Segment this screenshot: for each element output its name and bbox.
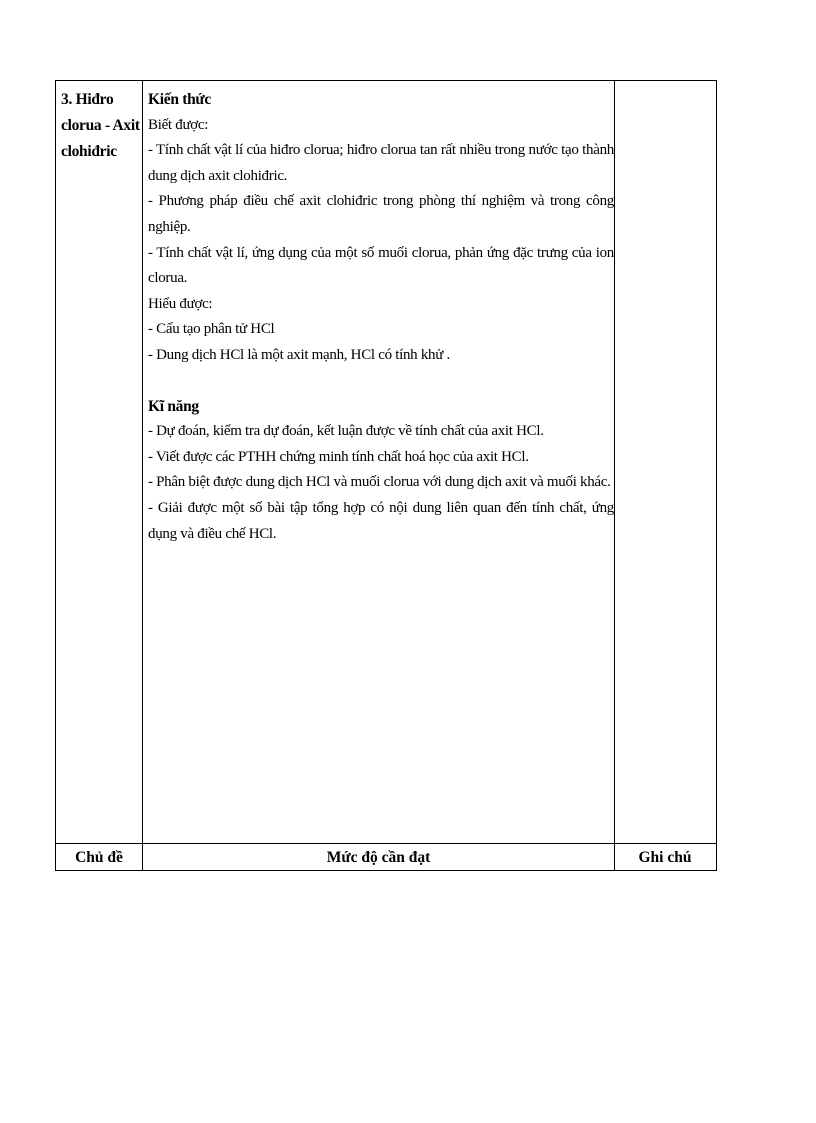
know-item-2: - Phương pháp điều chế axit clohiđric trong phòng thí nghiệm và trong công nghiệp. <box>148 193 614 235</box>
know-item-3: - Tính chất vật lí, ứng dụng của một số muối clorua, phản ứng đặc trưng của ion clorua. <box>148 244 614 287</box>
curriculum-table <box>55 80 717 871</box>
understand-item-1: - Cấu tạo phân tử HCl <box>148 321 275 338</box>
topic-cell <box>61 87 141 165</box>
skill-item-4: - Giải được một số bài tập tổng hợp có nội dung liên quan đến tính chất, ứng dụng và điều chế HCl. <box>148 499 614 542</box>
know-item-1: - Tính chất vật lí của hiđro clorua; hiđro clorua tan rất nhiều trong nước tạo thành dung dịch axit clohiđric. <box>148 142 614 184</box>
skill-item-1: - Dự đoán, kiểm tra dự đoán, kết luận được về tính chất của axit HCl. <box>148 423 544 440</box>
footer-divider <box>56 843 716 844</box>
requirements-cell <box>148 87 614 547</box>
footer-requirement-header: Mức độ cần đạt <box>326 849 431 866</box>
topic-line-1: 3. Hiđro <box>61 91 114 108</box>
knowledge-heading: Kiến thức <box>148 91 212 108</box>
topic-line-2: clorua - Axit <box>61 117 140 134</box>
understand-item-2: - Dung dịch HCl là một axit mạnh, HCl có tính khử . <box>148 346 450 363</box>
footer-notes-header: Ghi chú <box>638 849 692 866</box>
skill-item-3: - Phân biệt được dung dịch HCl và muối clorua với dung dịch axit và muối khác. <box>148 474 611 491</box>
skills-heading: Kĩ năng <box>148 397 199 415</box>
understand-label: Hiểu được: <box>148 295 213 312</box>
skill-item-2: - Viết được các PTHH chứng minh tính chất hoá học của axit HCl. <box>148 448 529 465</box>
section-spacer <box>148 369 614 394</box>
footer-topic-header: Chủ đề <box>75 849 123 866</box>
know-label: Biết được: <box>148 116 209 133</box>
column-divider-2 <box>614 81 615 870</box>
column-divider-1 <box>142 81 143 870</box>
topic-line-3: clohiđric <box>61 143 117 160</box>
